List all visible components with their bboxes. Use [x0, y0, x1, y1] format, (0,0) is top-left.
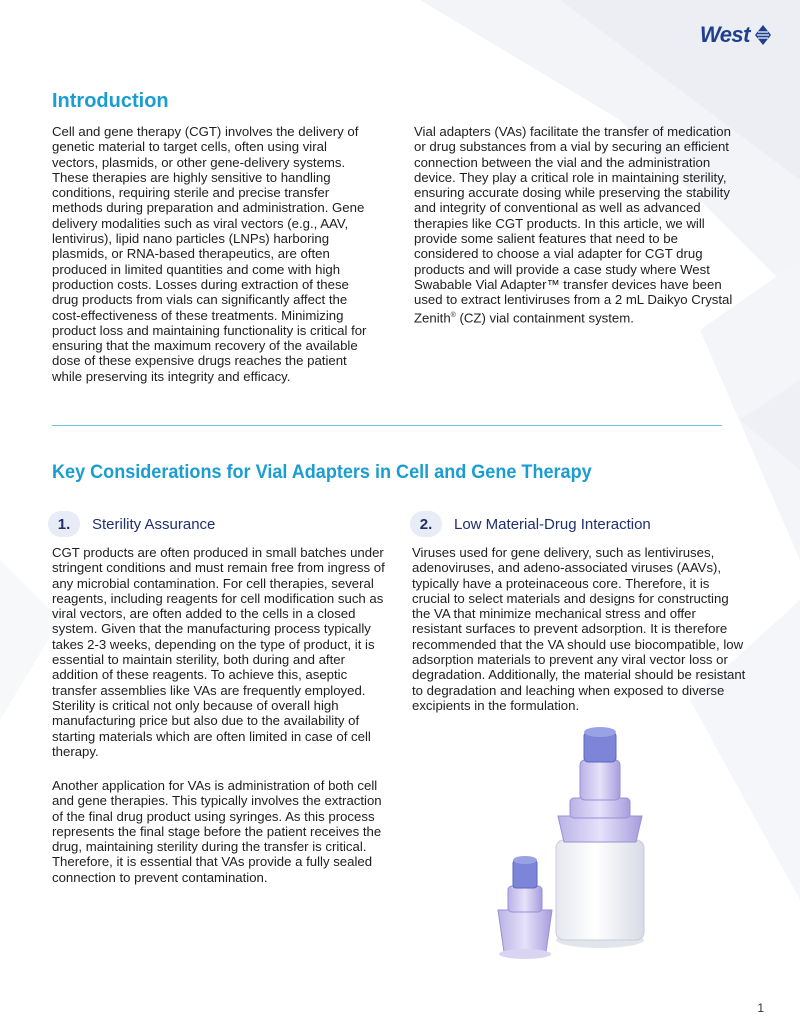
material-paragraph: Viruses used for gene delivery, such as lentiviruses, adenoviruses, and adeno-associated viruses (AAVs), typically have a proteinaceous core. Therefore, it is crucial to select materials and designs for constructing the VA that minimize mechanical stress and offer resistant surfaces to prevent adsorption. It is therefore recommended that the VA should use biocompatible, low adsorption materials to prevent any viral vector loss or degradation. Additionally, the material should be resistant to degradation and leaching when exposed to diverse excipients in the formulation.: [412, 545, 746, 713]
registered-mark: ®: [450, 311, 456, 319]
subheading-material: [410, 511, 651, 537]
intro-heading: Introduction: [52, 90, 169, 112]
number-badge-2: 2.: [410, 511, 442, 537]
sterility-paragraph-1: CGT products are often produced in small batches under stringent conditions and must remain free from ingress of any microbial contamination. For cell therapies, several reagents, including reagents for cell modification such as viral vectors, are often added to the cells in a closed system. Given that the manufacturing process typically takes 2-3 weeks, depending on the type of product, it is essential to maintain sterility, both during and after addition of these reagents. To achieve this, aseptic transfer assemblies like VAs are frequently employed. Sterility is critical not only because of overall high manufacturing price but also due to the availability of starting materials which are often limited in case of cell therapy.: [52, 545, 385, 759]
west-logo: [700, 22, 772, 48]
subheading-material-label: Low Material-Drug Interaction: [454, 515, 651, 533]
intro-left-paragraph: Cell and gene therapy (CGT) involves the delivery of genetic material to target cells, often using viral vectors, plasmids, or other gene-delivery systems. These therapies are highly sensitive to handling conditions, requiring sterile and precise transfer methods during preparation and administration. Gene delivery modalities such as viral vectors (e.g., AAV, lentivirus), lipid nano particles (LNPs) harboring plasmids, or RNA-based therapeutics, are often produced in limited quantities and come with high production costs. Losses during extraction of these drug products from vials can significantly affect the cost-effectiveness of these treatments. Minimizing product loss and maintaining functionality is critical for ensuring that the maximum recovery of the available dose of these expensive drugs reaches the patient while preserving its integrity and efficacy.: [52, 124, 367, 384]
sterility-paragraph-2: Another application for VAs is administration of both cell and gene therapies. This typically involves the extraction of the final drug product using syringes. As this process represents the final stage before the patient receives the drug, maintaining sterility during the transfer is critical. Therefore, it is essential that VAs provide a fully sealed connection to prevent contamination.: [52, 778, 382, 885]
vial-adapter-image: [480, 720, 680, 980]
page-number: 1: [757, 1001, 764, 1015]
number-badge-1: 1.: [48, 511, 80, 537]
intro-right-paragraph: [414, 124, 744, 325]
logo-wordmark: West: [699, 22, 750, 47]
intro-right-text-b: (CZ) vial containment system.: [455, 309, 634, 325]
subheading-sterility: [48, 511, 215, 537]
subheading-sterility-label: Sterility Assurance: [92, 515, 216, 533]
section-divider: [52, 425, 722, 426]
intro-right-text-a: Vial adapters (VAs) facilitate the transfer of medication or drug substances from a vial by securing an efficient connection between the vial and the administration device. They play a critical role in maintaining sterility, ensuring accurate dosing while preserving the stability and integrity of conventional as well as advanced therapies like CGT products. In this article, we will provide some salient features that need to be considered to choose a vial adapter for CGT drug products and will provide a case study where West Swabable Vial Adapter™ transfer devices have been used to extract lentiviruses from a 2 mL Daikyo Crystal Zenith: [414, 124, 733, 325]
logo-diamond-icon: [754, 24, 772, 46]
key-considerations-heading: Key Considerations for Vial Adapters in Cell and Gene Therapy: [52, 462, 592, 483]
